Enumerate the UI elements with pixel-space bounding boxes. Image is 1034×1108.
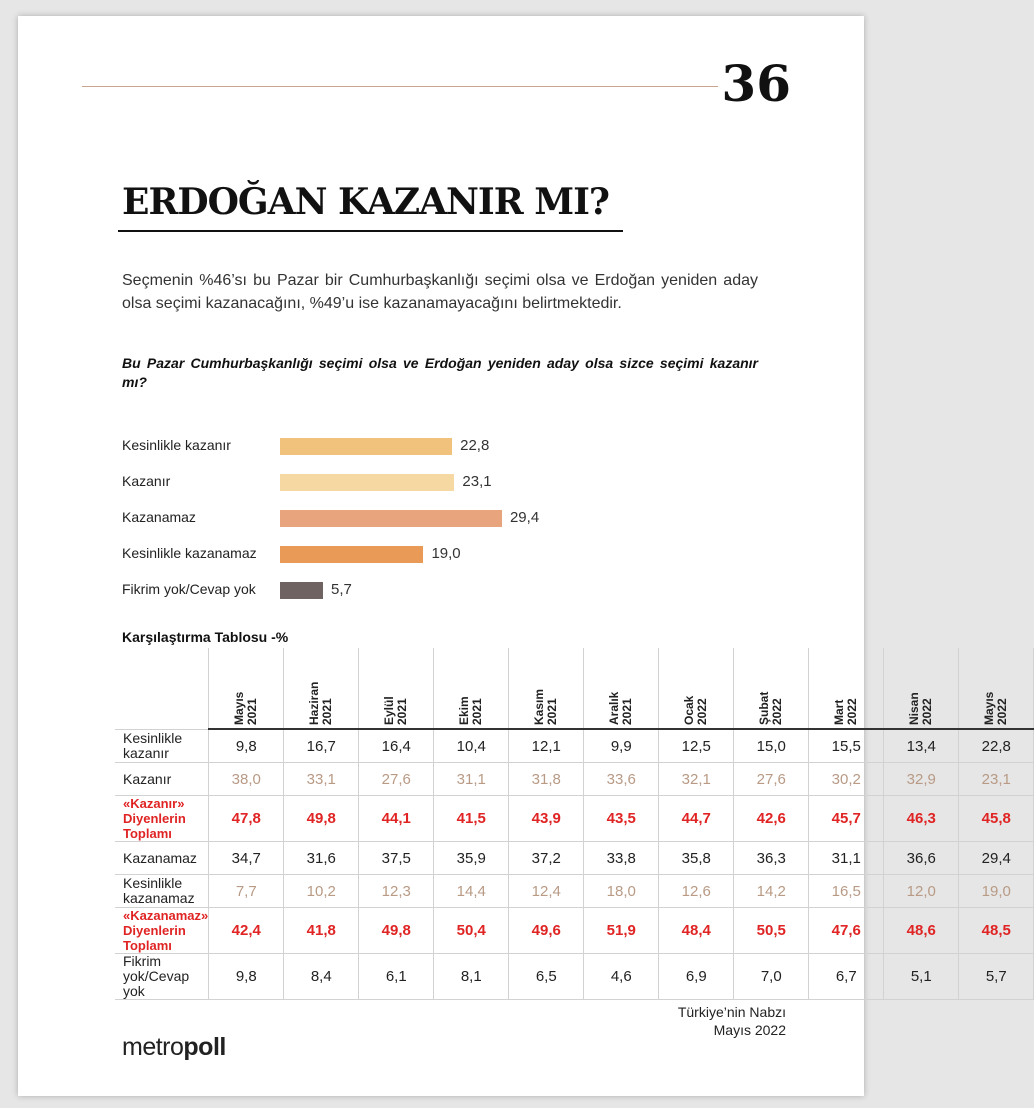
bar-category-label: Fikrim yok/Cevap yok: [122, 581, 256, 597]
column-header: [209, 648, 284, 729]
column-header-text: [833, 651, 859, 725]
table-cell: 6,1: [359, 954, 434, 1000]
row-label-text: Fikrim yok/Cevap yok: [123, 953, 190, 999]
bar-category-label: Kazanır: [122, 473, 171, 489]
row-label: [115, 842, 209, 875]
table-cell: 23,1: [959, 763, 1034, 796]
table-cell: 9,8: [209, 954, 284, 1000]
table-cell: 8,4: [284, 954, 359, 1000]
column-month: Mayıs: [982, 691, 997, 725]
table-row: [115, 729, 1034, 763]
column-month: Haziran: [307, 681, 322, 725]
table-cell: 33,6: [584, 763, 659, 796]
table-cell: 43,9: [509, 796, 584, 842]
row-label: [115, 954, 209, 1000]
column-month: Mart: [832, 699, 847, 725]
bar: [280, 582, 323, 599]
table-cell: 30,2: [809, 763, 884, 796]
table-cell: 19,0: [959, 875, 1034, 908]
source-publication: Türkiye’nin Nabzı: [677, 1004, 786, 1020]
table-cell: 9,8: [209, 729, 284, 763]
bar-category-label: Kesinlikle kazanır: [122, 437, 231, 453]
bar-value-label: 22,8: [460, 437, 490, 454]
table-cell: 15,5: [809, 729, 884, 763]
table-cell: 41,5: [434, 796, 509, 842]
table-cell: 31,1: [434, 763, 509, 796]
table-cell: 5,1: [884, 954, 959, 1000]
table-cell: 33,1: [284, 763, 359, 796]
table-cell: 29,4: [959, 842, 1034, 875]
table-cell: 36,6: [884, 842, 959, 875]
source-date: Mayıs 2022: [713, 1022, 786, 1038]
table-cell: 9,9: [584, 729, 659, 763]
intro-paragraph: Seçmenin %46’sı bu Pazar bir Cumhurbaşkanlığı seçimi olsa ve Erdoğan yeniden aday olsa seçimi kazanacağını, %49’u ise kazanamayacağını belirtmektedir.: [122, 272, 758, 312]
row-label: [115, 908, 209, 954]
table-cell: 47,6: [809, 908, 884, 954]
page-number: 36: [721, 54, 791, 113]
table-cell: 16,4: [359, 729, 434, 763]
column-month: Şubat: [757, 691, 772, 725]
row-label-text: Diyenlerin Toplamı: [123, 923, 186, 953]
table-cell: 12,3: [359, 875, 434, 908]
bar: [280, 546, 423, 563]
bar: [280, 438, 452, 455]
table-cell: 49,8: [284, 796, 359, 842]
table-corner-cell: [115, 648, 209, 729]
table-cell: 16,7: [284, 729, 359, 763]
report-page: [18, 16, 1011, 1096]
table-cell: 7,7: [209, 875, 284, 908]
table-row: [115, 796, 1034, 842]
table-cell: 47,8: [209, 796, 284, 842]
column-header: [809, 648, 884, 729]
column-header-text: [758, 651, 784, 725]
column-header: [284, 648, 359, 729]
row-label-text: Kesinlikle kazanamaz: [123, 875, 195, 906]
table-cell: 14,2: [734, 875, 809, 908]
table-cell: 32,1: [659, 763, 734, 796]
row-label-text: «Kazanamaz»: [123, 908, 209, 923]
column-header-text: [608, 651, 634, 725]
table-cell: 50,4: [434, 908, 509, 954]
column-year: 2021: [545, 697, 560, 725]
table-cell: 7,0: [734, 954, 809, 1000]
table-cell: 49,6: [509, 908, 584, 954]
table-cell: 45,8: [959, 796, 1034, 842]
bar-value-label: 29,4: [509, 509, 540, 526]
bar: [280, 474, 454, 491]
row-label: [115, 729, 209, 763]
header-rule: [82, 86, 718, 87]
column-header-text: [533, 651, 559, 725]
table-cell: 48,5: [959, 908, 1034, 954]
table-cell: 12,4: [509, 875, 584, 908]
table-cell: 34,7: [209, 842, 284, 875]
table-cell: 15,0: [734, 729, 809, 763]
table-cell: 31,6: [284, 842, 359, 875]
column-month: Mayıs: [232, 691, 247, 725]
table-row: [115, 763, 1034, 796]
table-cell: 6,9: [659, 954, 734, 1000]
metropoll-logo: [122, 1033, 226, 1062]
bar-row: [122, 542, 762, 566]
table-row: [115, 908, 1034, 954]
column-header-text: [233, 651, 259, 725]
row-label-text: Kesinlikle kazanır: [123, 729, 183, 761]
table-cell: 4,6: [584, 954, 659, 1000]
table-cell: 48,4: [659, 908, 734, 954]
bar-category-label: Kazanamaz: [122, 509, 196, 525]
column-header: [659, 648, 734, 729]
table-row: [115, 954, 1034, 1000]
table-cell: 48,6: [884, 908, 959, 954]
comparison-table: [115, 648, 1034, 1000]
row-label: [115, 875, 209, 908]
table-cell: 35,9: [434, 842, 509, 875]
column-header: [434, 648, 509, 729]
row-label-text: Toplamı: [123, 826, 172, 841]
table-cell: 45,7: [809, 796, 884, 842]
table-cell: 14,4: [434, 875, 509, 908]
table-cell: 27,6: [734, 763, 809, 796]
table-cell: 51,9: [584, 908, 659, 954]
table-cell: 44,1: [359, 796, 434, 842]
column-year: 2021: [470, 697, 485, 725]
bar-value-label: 5,7: [331, 581, 352, 598]
table-header-row: [115, 648, 1034, 729]
table-cell: 43,5: [584, 796, 659, 842]
bar-row: [122, 434, 762, 458]
table-row: [115, 875, 1034, 908]
table-cell: 42,6: [734, 796, 809, 842]
table-cell: 12,1: [509, 729, 584, 763]
column-year: 2022: [770, 697, 785, 725]
column-month: Nisan: [907, 691, 922, 725]
bar-value-label: 23,1: [462, 473, 492, 490]
table-cell: 5,7: [959, 954, 1034, 1000]
table-cell: 8,1: [434, 954, 509, 1000]
table-cell: 33,8: [584, 842, 659, 875]
table-cell: 10,4: [434, 729, 509, 763]
column-header: [584, 648, 659, 729]
table-cell: 37,5: [359, 842, 434, 875]
table-cell: 49,8: [359, 908, 434, 954]
table-cell: 6,5: [509, 954, 584, 1000]
column-year: 2021: [320, 697, 335, 725]
column-header: [359, 648, 434, 729]
table-cell: 12,0: [884, 875, 959, 908]
column-year: 2022: [995, 697, 1010, 725]
page-title: ERDOĞAN KAZANIR MI?: [122, 181, 610, 223]
table-cell: 18,0: [584, 875, 659, 908]
row-label-text: «Kazanır» Diyenlerin: [123, 796, 186, 826]
column-header-text: [383, 651, 409, 725]
title-underline: [118, 230, 623, 232]
column-header-text: [908, 651, 934, 725]
row-label-text: Kazanamaz: [123, 849, 197, 866]
column-month: Ekim: [457, 695, 472, 725]
table-cell: 36,3: [734, 842, 809, 875]
table-cell: 41,8: [284, 908, 359, 954]
bar: [280, 510, 502, 527]
source-note: [638, 1003, 786, 1039]
column-year: 2021: [245, 697, 260, 725]
table-cell: 42,4: [209, 908, 284, 954]
logo-text-light: metro: [122, 1033, 184, 1061]
table-cell: 12,6: [659, 875, 734, 908]
table-cell: 27,6: [359, 763, 434, 796]
column-header: [884, 648, 959, 729]
column-month: Eylül: [382, 695, 397, 725]
column-header: [959, 648, 1034, 729]
column-year: 2021: [620, 697, 635, 725]
bar-value-label: 19,0: [431, 545, 461, 562]
logo-text-bold: poll: [183, 1033, 226, 1061]
table-cell: 16,5: [809, 875, 884, 908]
column-header: [509, 648, 584, 729]
table-cell: 31,1: [809, 842, 884, 875]
row-label-text: Kazanır: [123, 770, 172, 787]
table-cell: 32,9: [884, 763, 959, 796]
column-month: Ocak: [682, 695, 697, 725]
table-cell: 22,8: [959, 729, 1034, 763]
column-header-text: [458, 651, 484, 725]
table-cell: 13,4: [884, 729, 959, 763]
bar-row: [122, 506, 762, 530]
table-cell: 10,2: [284, 875, 359, 908]
column-header-text: [683, 651, 709, 725]
column-header: [734, 648, 809, 729]
column-year: 2022: [845, 697, 860, 725]
table-cell: 44,7: [659, 796, 734, 842]
bar-category-label: Kesinlikle kazanamaz: [122, 545, 257, 561]
table-row: [115, 842, 1034, 875]
column-year: 2022: [920, 697, 935, 725]
column-header-text: [308, 651, 334, 725]
table-cell: 12,5: [659, 729, 734, 763]
table-cell: 46,3: [884, 796, 959, 842]
table-cell: 31,8: [509, 763, 584, 796]
table-cell: 37,2: [509, 842, 584, 875]
table-cell: 6,7: [809, 954, 884, 1000]
table-cell: 35,8: [659, 842, 734, 875]
column-year: 2022: [695, 697, 710, 725]
column-year: 2021: [395, 697, 410, 725]
comparison-table-title: Karşılaştırma Tablosu -%: [122, 629, 289, 645]
bar-row: [122, 470, 762, 494]
column-header-text: [983, 651, 1009, 725]
table-cell: 38,0: [209, 763, 284, 796]
survey-question: Bu Pazar Cumhurbaşkanlığı seçimi olsa ve Erdoğan yeniden aday olsa sizce seçimi kazanır mı?: [122, 355, 758, 390]
column-month: Aralık: [607, 691, 622, 725]
column-month: Kasım: [532, 688, 547, 725]
row-label: [115, 763, 209, 796]
table-cell: 50,5: [734, 908, 809, 954]
bar-row: [122, 578, 762, 602]
row-label: [115, 796, 209, 842]
